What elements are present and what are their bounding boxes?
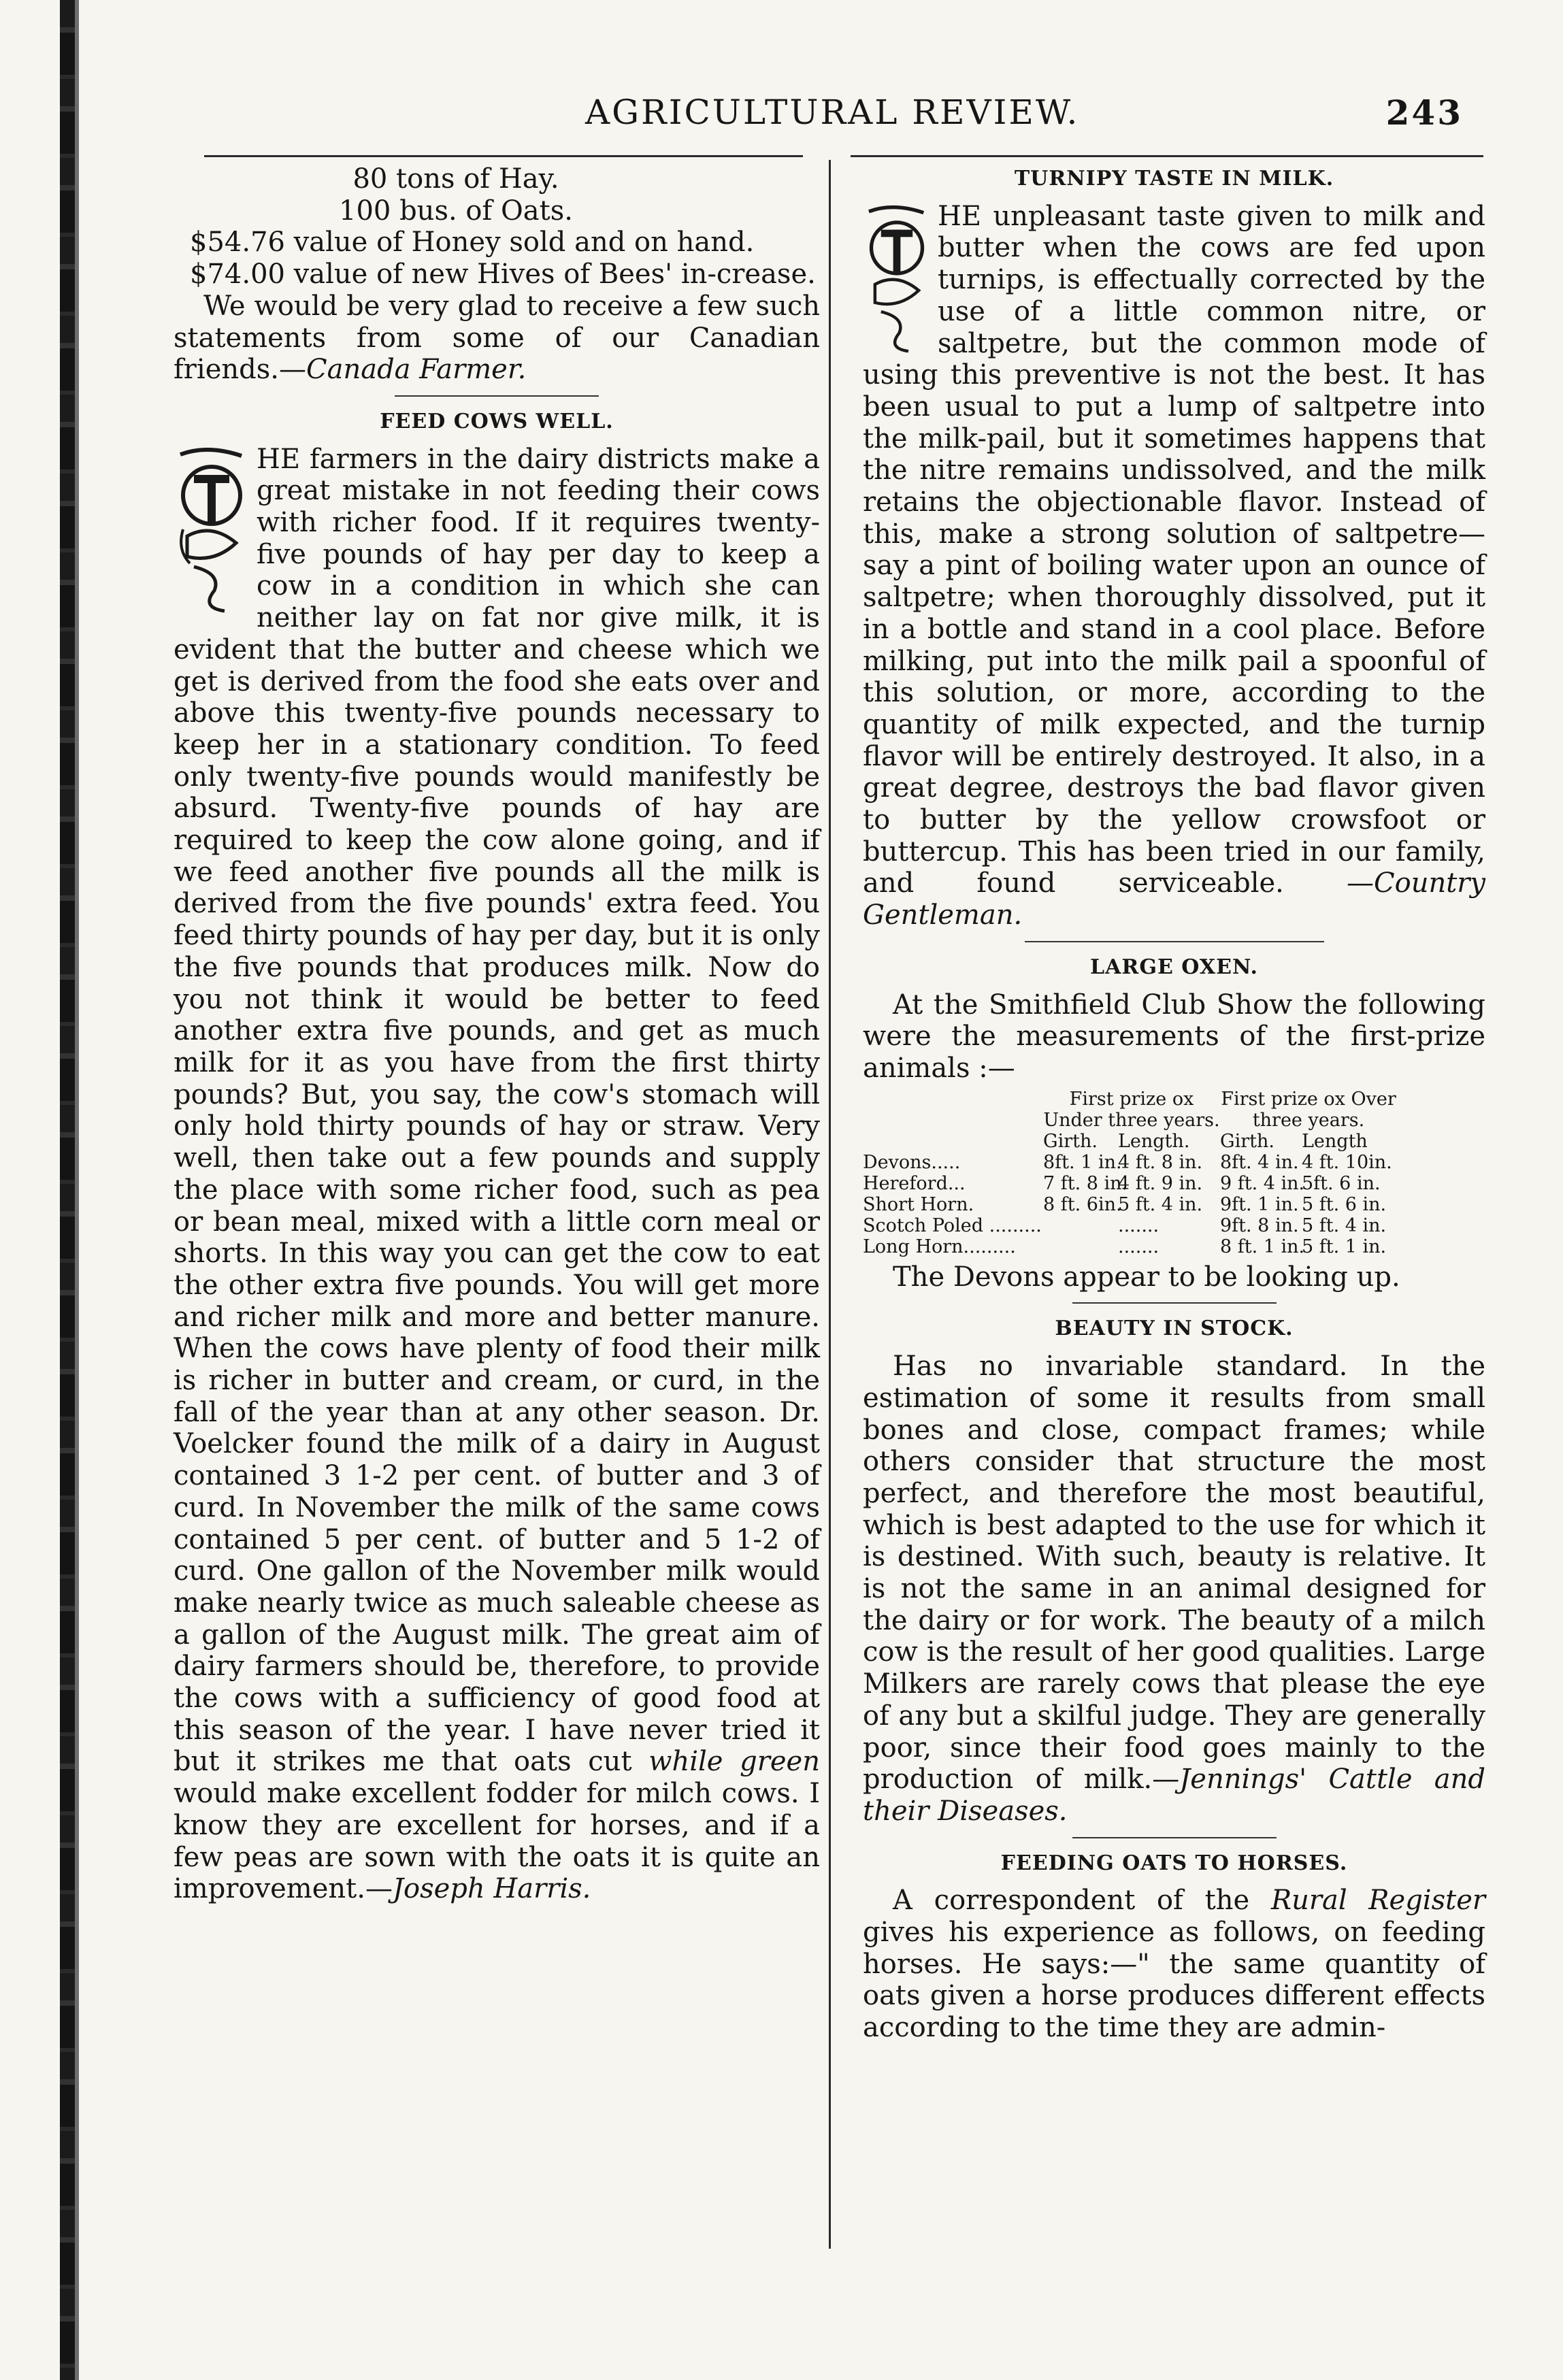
running-title: AGRICULTURAL REVIEW. bbox=[585, 93, 1080, 132]
feed-heading: FEED COWS WELL. bbox=[380, 409, 614, 433]
feed-body bbox=[174, 444, 820, 1905]
oats-body bbox=[863, 1885, 1485, 2044]
beauty-body bbox=[863, 1351, 1485, 1828]
intro-source: Canada Farmer. bbox=[306, 354, 527, 386]
intro-line: $54.76 value of Honey sold and on hand. bbox=[190, 227, 755, 259]
table-col-header bbox=[863, 1131, 1485, 1152]
table-cell: 9 ft. 4 in. bbox=[1220, 1172, 1305, 1194]
table-cell: Short Horn. bbox=[863, 1193, 974, 1215]
table-cell: ....... bbox=[1118, 1236, 1159, 1257]
intro-line: 80 tons of Hay. bbox=[352, 163, 559, 195]
page-number: 243 bbox=[1385, 93, 1463, 133]
section-rule bbox=[395, 395, 599, 397]
header-rule-right bbox=[851, 155, 1483, 157]
beauty-source: Jennings' Cattle and their Diseases. bbox=[863, 1764, 1486, 1827]
book-spine bbox=[60, 0, 75, 2380]
col-girth: Girth. bbox=[1220, 1130, 1274, 1152]
turnip-body bbox=[863, 201, 1485, 931]
oxen-intro: At the Smithfield Club Show the following were the measurements of the first-prize animals :— bbox=[863, 989, 1485, 1084]
table-cell: Long Horn......... bbox=[863, 1236, 1016, 1257]
col-girth: Girth. bbox=[1043, 1130, 1098, 1152]
section-rule bbox=[1072, 1837, 1277, 1838]
table-row bbox=[863, 1152, 1485, 1173]
table-cell: 4 ft. 10in. bbox=[1302, 1151, 1392, 1173]
table-row bbox=[863, 1173, 1485, 1194]
intro-line: $74.00 value of new Hives of Bees' in-crease. bbox=[190, 259, 816, 291]
turnip-source: —Country Gentleman. bbox=[863, 867, 1486, 931]
table-cell: Hereford... bbox=[863, 1172, 966, 1194]
section-rule bbox=[1025, 941, 1324, 942]
intro-paragraph bbox=[174, 291, 820, 386]
oats-post: gives his experience as follows, on feeding horses. He says:—" the same quantity of oats given a horse produces different effects according to the time they are admin- bbox=[863, 1917, 1485, 2044]
oats-heading: FEEDING OATS TO HORSES. bbox=[1000, 1851, 1348, 1875]
table-row bbox=[863, 1194, 1485, 1215]
table-group-header bbox=[863, 1089, 1485, 1131]
col-length: Length. bbox=[1118, 1130, 1190, 1152]
left-column bbox=[174, 163, 820, 1905]
ornamental-initial-t-icon bbox=[174, 448, 250, 618]
turnip-body-text: HE unpleasant taste given to milk and butter when the cows are fed upon turnips, is effectually corrected by the use of a little common nitre, or saltpetre, but the common mode of using this preventive is not the best. It has been usual to put a lump of saltpetre into the milk-pail, but it sometimes happens that the nitre remains undissolved, and the milk retains the objectionable flavor. Instead of this, make a strong solution of saltpetre—say a pint of boiling water upon an ounce of saltpetre; when thoroughly dissolved, put it in a bottle and stand in a cool place. Before milking, put into the milk pail a spoonful of this solution, or more, according to the quantity of milk expected, and the turnip flavor will be entirely destroyed. It also, in a great degree, destroys the bad flavor given to butter by the yellow crowsfoot or buttercup. This has been tried in our family, and found serviceable. bbox=[863, 200, 1485, 899]
table-cell: 8ft. 4 in. bbox=[1220, 1151, 1299, 1173]
feed-tail: would make excellent fodder for milch cows. I know they are excellent for horses, and if a few peas are sown with the oats it is quite an improvement.— bbox=[174, 1778, 820, 1905]
group-over-three: First prize ox Over three years. bbox=[1221, 1088, 1396, 1131]
oxen-heading: LARGE OXEN. bbox=[1090, 955, 1258, 979]
table-row bbox=[863, 1215, 1485, 1236]
oats-italic: Rural Register bbox=[1270, 1885, 1485, 1917]
right-column bbox=[863, 163, 1485, 2044]
table-cell: 8 ft. 1 in. bbox=[1220, 1236, 1305, 1257]
group-under-three: First prize ox Under three years. bbox=[1043, 1088, 1220, 1131]
table-cell: 9ft. 8 in. bbox=[1220, 1214, 1299, 1236]
intro-paragraph-text: We would be very glad to receive a few such statements from some of our Canadian friends.— bbox=[174, 290, 820, 386]
intro-line: 100 bus. of Oats. bbox=[339, 195, 573, 227]
table-cell: 7 ft. 8 in. bbox=[1043, 1172, 1128, 1194]
turnip-heading: TURNIPY TASTE IN MILK. bbox=[1014, 167, 1334, 191]
page-header bbox=[204, 82, 1477, 136]
table-row bbox=[863, 1236, 1485, 1257]
feed-italic: while green bbox=[648, 1746, 820, 1778]
table-cell: 5 ft. 6 in. bbox=[1302, 1193, 1387, 1215]
table-cell: 5 ft. 1 in. bbox=[1302, 1236, 1387, 1257]
table-cell: 9ft. 1 in. bbox=[1220, 1193, 1299, 1215]
oats-pre: A correspondent of the bbox=[893, 1885, 1271, 1917]
table-cell: 5 ft. 4 in. bbox=[1118, 1193, 1203, 1215]
column-divider bbox=[829, 160, 831, 2249]
table-cell: Scotch Poled ......... bbox=[863, 1214, 1042, 1236]
table-cell: 4 ft. 8 in. bbox=[1118, 1151, 1203, 1173]
table-cell: 5 ft. 4 in. bbox=[1302, 1214, 1387, 1236]
table-cell: 5ft. 6 in. bbox=[1302, 1172, 1381, 1194]
table-cell: 8 ft. 6in. bbox=[1043, 1193, 1122, 1215]
spine-edge bbox=[75, 0, 79, 2380]
beauty-heading: BEAUTY IN STOCK. bbox=[1055, 1317, 1294, 1341]
ornamental-initial-t-icon bbox=[863, 205, 931, 358]
table-cell bbox=[1043, 1215, 1118, 1236]
feed-source: Joseph Harris. bbox=[392, 1873, 591, 1905]
feed-body-text: HE farmers in the dairy districts make a great mistake in not feeding their cows with richer food. If it requires twenty-five pounds of hay per day to keep a cow in a condition in which she can neither lay on fat nor give milk, it is evident that the butter and cheese which we get is derived from the food she eats over and above this twenty-five pounds necessary to keep her in a stationary condition. To feed only twenty-five pounds would manifestly be absurd. Twenty-five pounds of hay are required to keep the cow alone going, and if we feed another five pounds all the milk is derived from the five pounds' extra feed. You feed thirty pounds of hay per day, but it is only the five pounds that produces milk. Now do you not think it would be better to feed another extra five pounds, and get as much milk for it as you have from the first thirty pounds? But, you say, the cow's stomach will only hold thirty pounds of hay or straw. Very well, then take out a few pounds and supply the place with some richer food, such as pea or bean meal, mixed with a little corn meal or shorts. In this way you can get the cow to eat the other extra five pounds. You will get more and richer milk and more and better manure. When the cows have plenty of food their milk is richer in butter and cream, or curd, in the fall of the year than at any other season. Dr. Voelcker found the milk of a dairy in August contained 3 1-2 per cent. of butter and 3 of curd. In November the milk of the same cows contained 5 per cent. of butter and 5 1-2 of curd. One gallon of the November milk would make nearly twice as much saleable cheese as a gallon of the August milk. The great aim of dairy farmers should be, therefore, to provide the cows with a sufficiency of good food at this season of the year. I have never tried it but it strikes me that oats cut bbox=[174, 443, 820, 1778]
beauty-body-text: Has no invariable standard. In the estimation of some it results from small bones and close, compact frames; while others consider that structure the most perfect, and therefore the most beautiful, which is best adapted to the use for which it is destined. With such, beauty is relative. It is not the same in an animal designed for the dairy or for work. The beauty of a milch cow is the result of her good qualities. Large Milkers are rarely cows that please the eye of any but a skilful judge. They are generally poor, since their food goes mainly to the production of milk.— bbox=[863, 1351, 1485, 1796]
table-cell: 8ft. 1 in. bbox=[1043, 1151, 1122, 1173]
table-cell: Devons..... bbox=[863, 1151, 961, 1173]
table-cell: ....... bbox=[1118, 1214, 1159, 1236]
table-cell bbox=[1043, 1236, 1118, 1257]
section-rule bbox=[1072, 1302, 1277, 1304]
oxen-outro: The Devons appear to be looking up. bbox=[893, 1261, 1400, 1293]
oxen-table bbox=[863, 1089, 1485, 1257]
table-cell: 4 ft. 9 in. bbox=[1118, 1172, 1203, 1194]
col-length: Length bbox=[1302, 1130, 1368, 1152]
header-rule-left bbox=[204, 155, 803, 157]
